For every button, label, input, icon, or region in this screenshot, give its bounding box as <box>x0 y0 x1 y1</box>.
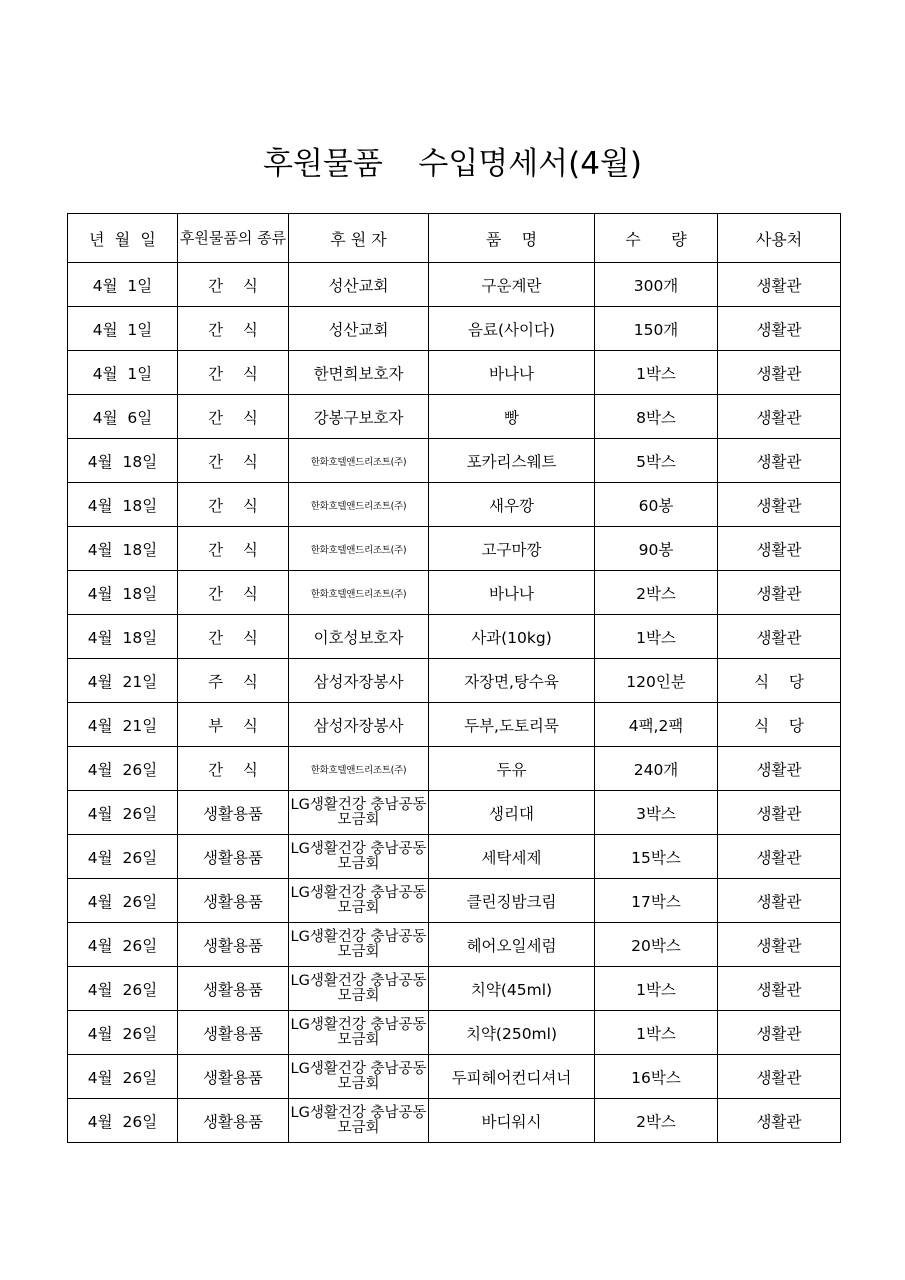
cell-date: 4월 18일 <box>68 571 178 615</box>
cell-usage: 생활관 <box>718 307 841 351</box>
cell-donor: 삼성자장봉사 <box>289 703 429 747</box>
cell-category: 생활용품 <box>178 835 289 879</box>
cell-category: 생활용품 <box>178 1011 289 1055</box>
cell-donor: 한면희보호자 <box>289 351 429 395</box>
cell-usage: 생활관 <box>718 835 841 879</box>
cell-category: 간 식 <box>178 615 289 659</box>
cell-quantity: 240개 <box>595 747 718 791</box>
cell-donor: LG생활건강 충남공동모금회 <box>289 967 429 1011</box>
cell-donor: LG생활건강 충남공동모금회 <box>289 791 429 835</box>
cell-usage: 생활관 <box>718 923 841 967</box>
cell-category: 부 식 <box>178 703 289 747</box>
table-row <box>68 879 841 923</box>
cell-usage: 생활관 <box>718 747 841 791</box>
cell-donor: 한화호텔앤드리조트(주) <box>289 483 429 527</box>
cell-item: 클린징밤크림 <box>429 879 595 923</box>
cell-usage: 생활관 <box>718 527 841 571</box>
header-donor: 후 원 자 <box>289 214 429 263</box>
cell-category: 생활용품 <box>178 1099 289 1143</box>
table-row <box>68 263 841 307</box>
cell-item: 자장면,탕수육 <box>429 659 595 703</box>
cell-donor: 성산교회 <box>289 307 429 351</box>
cell-date: 4월 1일 <box>68 307 178 351</box>
cell-quantity: 300개 <box>595 263 718 307</box>
cell-quantity: 3박스 <box>595 791 718 835</box>
cell-quantity: 60봉 <box>595 483 718 527</box>
cell-category: 간 식 <box>178 483 289 527</box>
cell-donor: LG생활건강 충남공동모금회 <box>289 923 429 967</box>
cell-date: 4월 1일 <box>68 351 178 395</box>
cell-category: 간 식 <box>178 747 289 791</box>
table-row <box>68 395 841 439</box>
cell-item: 바나나 <box>429 351 595 395</box>
cell-date: 4월 21일 <box>68 703 178 747</box>
cell-usage: 생활관 <box>718 879 841 923</box>
cell-donor: LG생활건강 충남공동모금회 <box>289 1099 429 1143</box>
cell-date: 4월 21일 <box>68 659 178 703</box>
cell-date: 4월 1일 <box>68 263 178 307</box>
cell-item: 치약(45ml) <box>429 967 595 1011</box>
table-row <box>68 439 841 483</box>
cell-date: 4월 26일 <box>68 747 178 791</box>
cell-quantity: 1박스 <box>595 967 718 1011</box>
cell-date: 4월 6일 <box>68 395 178 439</box>
cell-category: 간 식 <box>178 307 289 351</box>
cell-donor: LG생활건강 충남공동모금회 <box>289 879 429 923</box>
cell-item: 두부,도토리묵 <box>429 703 595 747</box>
table-row <box>68 835 841 879</box>
cell-donor: 이호성보호자 <box>289 615 429 659</box>
table-row <box>68 615 841 659</box>
table-row <box>68 1099 841 1143</box>
cell-date: 4월 26일 <box>68 967 178 1011</box>
cell-category: 간 식 <box>178 395 289 439</box>
cell-category: 생활용품 <box>178 791 289 835</box>
cell-quantity: 120인분 <box>595 659 718 703</box>
cell-item: 포카리스웨트 <box>429 439 595 483</box>
table-row <box>68 527 841 571</box>
cell-item: 두피헤어컨디셔너 <box>429 1055 595 1099</box>
cell-date: 4월 26일 <box>68 879 178 923</box>
cell-date: 4월 26일 <box>68 835 178 879</box>
table-row <box>68 747 841 791</box>
cell-quantity: 20박스 <box>595 923 718 967</box>
cell-quantity: 8박스 <box>595 395 718 439</box>
cell-usage: 생활관 <box>718 1011 841 1055</box>
cell-quantity: 1박스 <box>595 1011 718 1055</box>
cell-quantity: 15박스 <box>595 835 718 879</box>
cell-item: 새우깡 <box>429 483 595 527</box>
header-category: 후원물품의 종류 <box>178 214 289 263</box>
cell-quantity: 5박스 <box>595 439 718 483</box>
cell-donor: LG생활건강 충남공동모금회 <box>289 835 429 879</box>
table-row <box>68 571 841 615</box>
cell-usage: 생활관 <box>718 1055 841 1099</box>
cell-date: 4월 26일 <box>68 1099 178 1143</box>
cell-quantity: 4팩,2팩 <box>595 703 718 747</box>
cell-quantity: 2박스 <box>595 1099 718 1143</box>
cell-category: 간 식 <box>178 527 289 571</box>
table-row <box>68 307 841 351</box>
cell-item: 두유 <box>429 747 595 791</box>
cell-date: 4월 18일 <box>68 483 178 527</box>
table-row <box>68 703 841 747</box>
table-row <box>68 967 841 1011</box>
cell-category: 간 식 <box>178 351 289 395</box>
cell-item: 치약(250ml) <box>429 1011 595 1055</box>
cell-donor: 한화호텔앤드리조트(주) <box>289 747 429 791</box>
cell-usage: 생활관 <box>718 1099 841 1143</box>
cell-usage: 생활관 <box>718 439 841 483</box>
cell-item: 고구마깡 <box>429 527 595 571</box>
cell-item: 구운계란 <box>429 263 595 307</box>
cell-item: 생리대 <box>429 791 595 835</box>
header-item: 품 명 <box>429 214 595 263</box>
header-usage: 사용처 <box>718 214 841 263</box>
cell-usage: 생활관 <box>718 483 841 527</box>
page-title: 후원물품 수입명세서(4월) <box>263 146 642 182</box>
cell-item: 빵 <box>429 395 595 439</box>
table-row <box>68 923 841 967</box>
cell-category: 간 식 <box>178 439 289 483</box>
cell-date: 4월 26일 <box>68 1011 178 1055</box>
donation-receipt-table <box>67 213 841 1143</box>
cell-date: 4월 26일 <box>68 1055 178 1099</box>
cell-quantity: 17박스 <box>595 879 718 923</box>
cell-item: 헤어오일세럼 <box>429 923 595 967</box>
cell-quantity: 90봉 <box>595 527 718 571</box>
table-row <box>68 791 841 835</box>
table-row <box>68 1055 841 1099</box>
table-row <box>68 483 841 527</box>
cell-usage: 생활관 <box>718 967 841 1011</box>
cell-date: 4월 26일 <box>68 791 178 835</box>
cell-quantity: 2박스 <box>595 571 718 615</box>
cell-category: 간 식 <box>178 263 289 307</box>
cell-category: 생활용품 <box>178 1055 289 1099</box>
cell-usage: 생활관 <box>718 395 841 439</box>
cell-item: 사과(10kg) <box>429 615 595 659</box>
table-row <box>68 351 841 395</box>
cell-category: 주 식 <box>178 659 289 703</box>
cell-date: 4월 18일 <box>68 615 178 659</box>
cell-usage: 식 당 <box>718 703 841 747</box>
cell-donor: 한화호텔앤드리조트(주) <box>289 527 429 571</box>
table-header-row <box>68 214 841 263</box>
cell-usage: 생활관 <box>718 791 841 835</box>
cell-item: 세탁세제 <box>429 835 595 879</box>
cell-donor: 한화호텔앤드리조트(주) <box>289 439 429 483</box>
cell-donor: 한화호텔앤드리조트(주) <box>289 571 429 615</box>
header-quantity: 수 량 <box>595 214 718 263</box>
cell-category: 간 식 <box>178 571 289 615</box>
table-row <box>68 1011 841 1055</box>
cell-category: 생활용품 <box>178 879 289 923</box>
cell-quantity: 1박스 <box>595 351 718 395</box>
cell-usage: 생활관 <box>718 351 841 395</box>
cell-category: 생활용품 <box>178 923 289 967</box>
cell-donor: LG생활건강 충남공동모금회 <box>289 1055 429 1099</box>
cell-item: 음료(사이다) <box>429 307 595 351</box>
cell-quantity: 150개 <box>595 307 718 351</box>
cell-quantity: 16박스 <box>595 1055 718 1099</box>
cell-usage: 식 당 <box>718 659 841 703</box>
cell-donor: 성산교회 <box>289 263 429 307</box>
cell-usage: 생활관 <box>718 263 841 307</box>
header-date: 년 월 일 <box>68 214 178 263</box>
cell-quantity: 1박스 <box>595 615 718 659</box>
cell-date: 4월 26일 <box>68 923 178 967</box>
cell-donor: 강봉구보호자 <box>289 395 429 439</box>
cell-date: 4월 18일 <box>68 527 178 571</box>
cell-usage: 생활관 <box>718 571 841 615</box>
cell-date: 4월 18일 <box>68 439 178 483</box>
cell-donor: LG생활건강 충남공동모금회 <box>289 1011 429 1055</box>
table-row <box>68 659 841 703</box>
cell-category: 생활용품 <box>178 967 289 1011</box>
cell-item: 바나나 <box>429 571 595 615</box>
cell-item: 바디워시 <box>429 1099 595 1143</box>
table-body <box>68 263 841 1143</box>
cell-donor: 삼성자장봉사 <box>289 659 429 703</box>
cell-usage: 생활관 <box>718 615 841 659</box>
